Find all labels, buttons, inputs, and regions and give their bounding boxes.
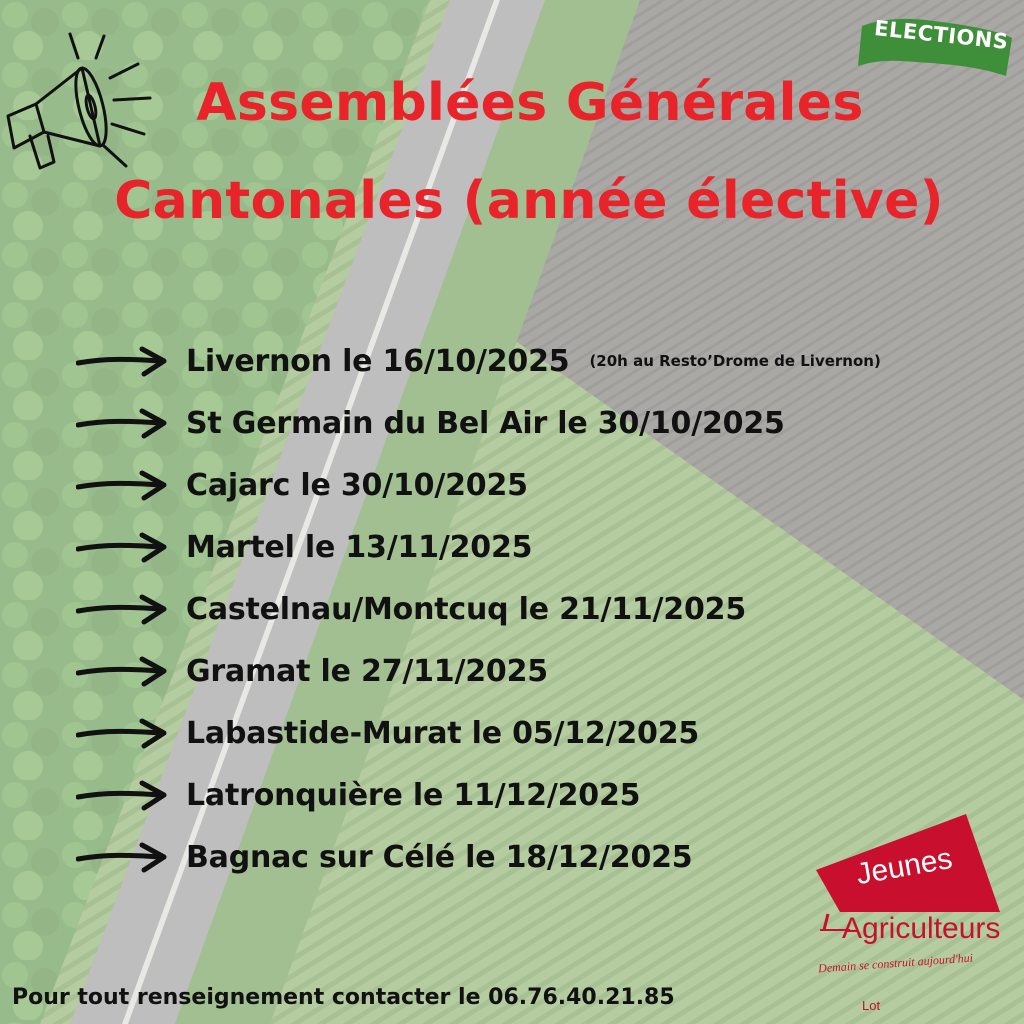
elections-badge-label: ELECTIONS — [873, 16, 1010, 54]
meeting-text: Bagnac sur Célé le 18/12/2025 — [186, 839, 693, 875]
list-item — [76, 640, 1016, 702]
arrow-right-icon — [76, 407, 168, 439]
arrow-right-icon — [76, 593, 168, 625]
meeting-text: Castelnau/Montcuq le 21/11/2025 — [186, 591, 747, 627]
list-item — [76, 330, 1016, 392]
page-title — [0, 72, 1024, 232]
arrow-right-icon — [76, 531, 168, 563]
arrow-right-icon — [76, 717, 168, 749]
meeting-text: Martel le 13/11/2025 — [186, 529, 533, 565]
title-line-1: Assemblées Générales — [196, 73, 864, 133]
arrow-right-icon — [76, 779, 168, 811]
list-item — [76, 516, 1016, 578]
arrow-right-icon — [76, 469, 168, 501]
meeting-text: Cajarc le 30/10/2025 — [186, 467, 528, 503]
list-item — [76, 578, 1016, 640]
meeting-text: Livernon le 16/10/2025 — [186, 343, 570, 379]
jeunes-agriculteurs-logo — [810, 808, 1020, 1018]
meeting-note: (20h au Resto’Drome de Livernon) — [589, 352, 881, 370]
meeting-text: Labastide-Murat le 05/12/2025 — [186, 715, 700, 751]
list-item — [76, 392, 1016, 454]
list-item — [76, 702, 1016, 764]
logo-tagline: Demain se construit aujourd'hui — [817, 950, 974, 976]
logo-region: Lot — [862, 998, 881, 1013]
arrow-right-icon — [76, 841, 168, 873]
meeting-text: Latronquière le 11/12/2025 — [186, 777, 641, 813]
meeting-list — [76, 330, 1016, 888]
meeting-text: St Germain du Bel Air le 30/10/2025 — [186, 405, 785, 441]
logo-agriculteurs-text: Agriculteurs — [842, 912, 1001, 945]
meeting-text: Gramat le 27/11/2025 — [186, 653, 548, 689]
contact-line: Pour tout renseignement contacter le 06.76.40.21.85 — [12, 985, 675, 1010]
arrow-right-icon — [76, 655, 168, 687]
title-line-2: Cantonales (année élective) — [114, 171, 944, 231]
list-item — [76, 454, 1016, 516]
arrow-right-icon — [76, 345, 168, 377]
logo-jeunes-text: Jeunes — [853, 841, 955, 892]
